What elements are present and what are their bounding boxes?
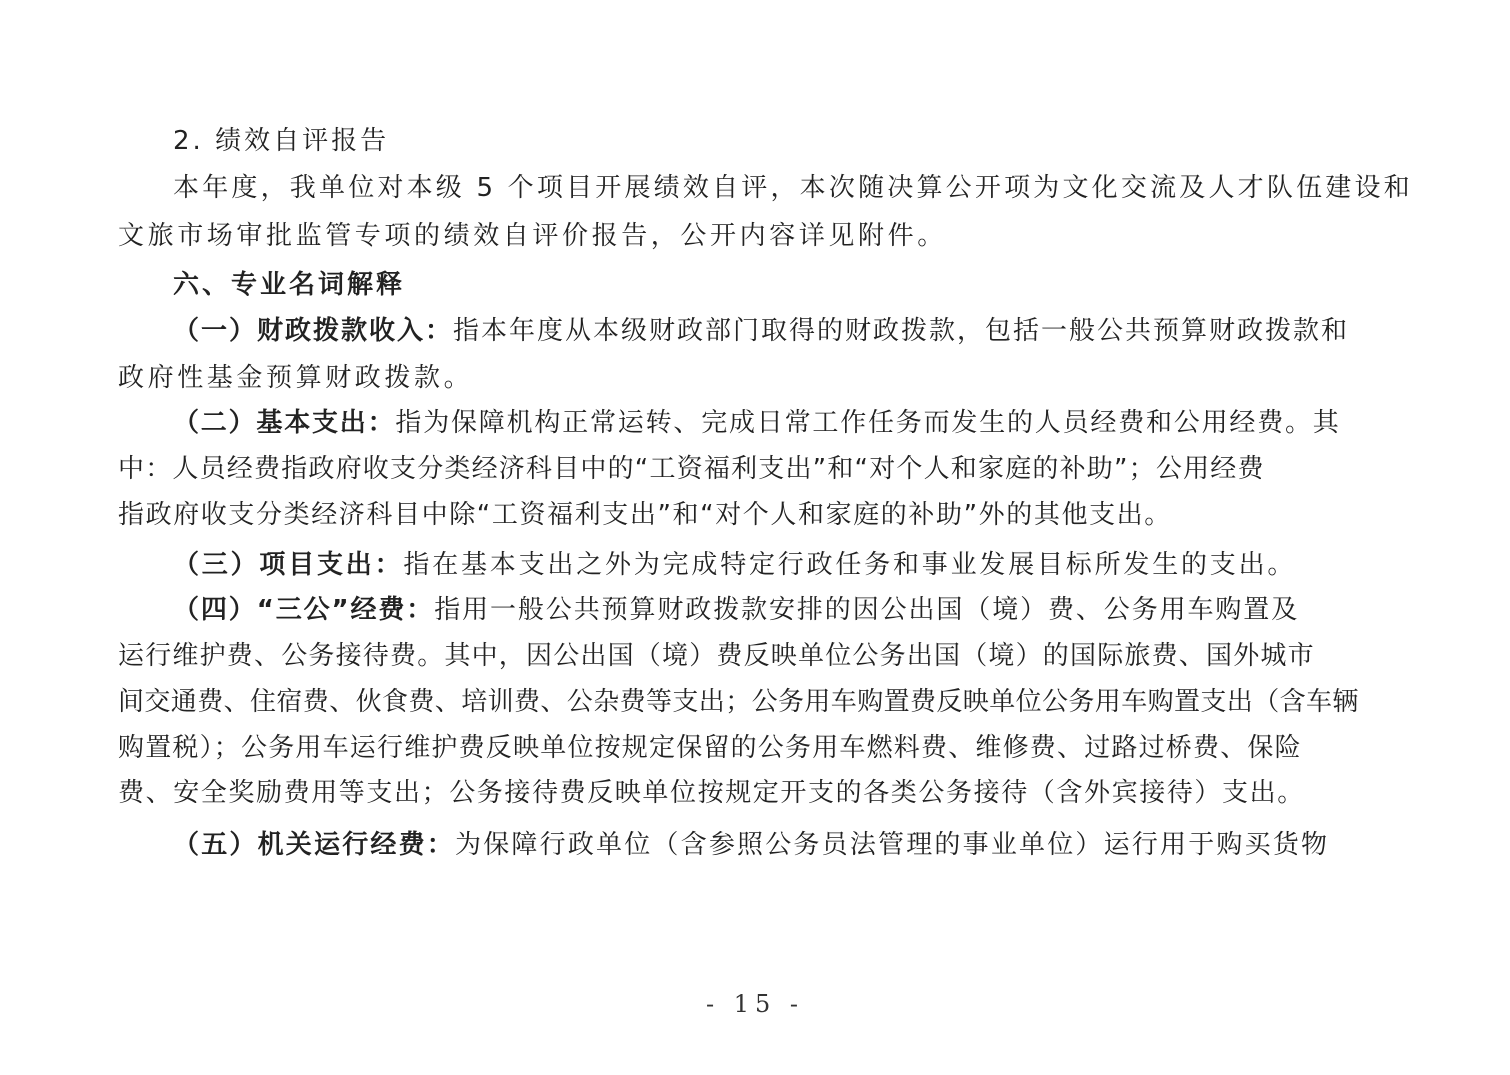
section-heading-performance-report: 2. 绩效自评报告 <box>173 126 390 156</box>
paragraph-line: 购置税）；公务用车运行维护费反映单位按规定保留的公务用车燃料费、维修费、过路过桥费、保险 <box>118 733 1302 763</box>
glossary-item-three-public-expenses <box>173 593 1299 627</box>
paragraph-line: 费、安全奖励费用等支出；公务接待费反映单位按规定开支的各类公务接待（含外宾接待）支出。 <box>118 778 1305 808</box>
glossary-term: （三）项目支出： <box>173 550 404 580</box>
glossary-definition: 指在基本支出之外为完成特定行政任务和事业发展目标所发生的支出。 <box>403 550 1297 580</box>
paragraph-line: 政府性基金预算财政拨款。 <box>118 363 474 393</box>
glossary-definition: 为保障行政单位（含参照公务员法管理的事业单位）运行用于购买货物 <box>455 830 1330 860</box>
section-heading-glossary: 六、专业名词解释 <box>173 270 406 300</box>
paragraph-line: 文旅市场审批监管专项的绩效自评价报告，公开内容详见附件。 <box>118 221 947 251</box>
page-number: - 15 - <box>705 990 804 1018</box>
glossary-term: （二）基本支出： <box>173 408 396 438</box>
glossary-term: （五）机关运行经费： <box>173 830 456 860</box>
paragraph-line: 间交通费、住宿费、伙食费、培训费、公杂费等支出；公务用车购置费反映单位公务用车购置支出（含车辆 <box>118 687 1359 717</box>
paragraph-line: 运行维护费、公务接待费。其中，因公出国（境）费反映单位公务出国（境）的国际旅费、国外城市 <box>118 641 1315 671</box>
glossary-term: （一）财政拨款收入： <box>173 316 454 346</box>
paragraph-line: 指政府收支分类经济科目中除“工资福利支出”和“对个人和家庭的补助”外的其他支出。 <box>118 500 1172 530</box>
glossary-definition: 指用一般公共预算财政拨款安排的因公出国（境）费、公务用车购置及 <box>434 595 1300 625</box>
glossary-term: （四）“三公”经费： <box>173 595 435 625</box>
paragraph-line: 中：人员经费指政府收支分类经济科目中的“工资福利支出”和“对个人和家庭的补助”；公用经费 <box>118 454 1265 484</box>
glossary-item-basic-expenditure <box>173 406 1341 440</box>
glossary-item-agency-operating-expenses <box>173 828 1329 862</box>
glossary-definition: 指本年度从本级财政部门取得的财政拨款，包括一般公共预算财政拨款和 <box>453 316 1350 346</box>
glossary-definition: 指为保障机构正常运转、完成日常工作任务而发生的人员经费和公用经费。其 <box>395 408 1341 438</box>
glossary-item-fiscal-appropriation-income <box>173 314 1349 348</box>
glossary-item-project-expenditure <box>173 548 1296 582</box>
paragraph-line: 本年度，我单位对本级 5 个项目开展绩效自评，本次随决算公开项为文化交流及人才队伍建设和 <box>173 173 1413 203</box>
